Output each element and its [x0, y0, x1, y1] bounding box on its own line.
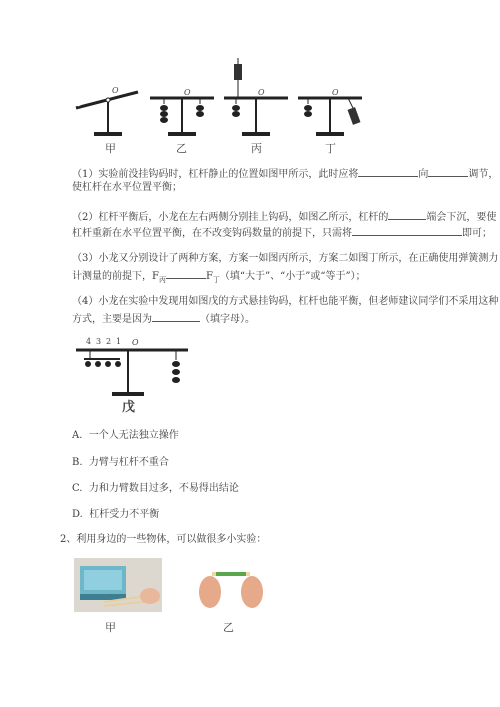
q1-line2: 使杠杆在水平位置平衡；	[72, 182, 182, 193]
option-d[interactable]: D. 杠杆受力不平衡	[72, 509, 160, 520]
pivot-label-ding: O	[332, 88, 339, 97]
fig-label-jia: 甲	[105, 142, 116, 155]
q4-line2: 方式，主要是因为 （填字母）。	[72, 310, 255, 328]
photo-yi	[198, 562, 264, 614]
wu-num-4: 4	[86, 337, 92, 346]
q4-line1: （4）小龙在实验中发现用如图戊的方式悬挂钩码，杠杆也能平衡，但老师建议同学们不采用这种	[72, 296, 499, 307]
photo-label-jia: 甲	[105, 621, 116, 634]
pivot-label-bing: O	[258, 88, 265, 97]
wu-pivot: O	[132, 338, 139, 347]
lever-yi	[150, 98, 214, 136]
lever-jia	[76, 92, 138, 136]
fig-label-yi: 乙	[176, 142, 187, 155]
sponge-experiment-image	[74, 558, 162, 612]
q2-blank-2[interactable]	[352, 224, 462, 236]
photo-jia	[74, 558, 162, 612]
q3-line2: 计测量的前提下，$F_丙$ $F_丁$（填“大于”、“小于”或“等于”）；	[72, 267, 366, 288]
question-2-text: 2、利用身边的一些物体，可以做很多小实验：	[60, 534, 267, 545]
option-a[interactable]: A. 一个人无法独立操作	[72, 430, 179, 441]
q1-line1: （1）实验前没挂钩码时，杠杆静止的位置如图甲所示，此时应将 向 调节，	[72, 165, 498, 183]
pivot-label-jia: O	[112, 86, 119, 95]
fig-label-wu: 戊	[122, 400, 136, 415]
option-c[interactable]: C. 力和力臂数目过多，不易得出结论	[72, 483, 239, 494]
q2-line2: 杠杆重新在水平位置平衡，在不改变钩码数量的前提下，只需将 即可；	[72, 224, 492, 242]
pivot-label-yi: O	[184, 88, 191, 97]
q3-line1: （3）小龙又分别设计了两种方案，方案一如图丙所示，方案二如图丁所示，在正确使用弹簧测力	[72, 253, 499, 264]
fig-label-bing: 丙	[251, 142, 262, 155]
lever-ding	[298, 98, 362, 136]
pencil-fingers-image	[198, 562, 264, 614]
fig-label-ding: 丁	[325, 142, 336, 155]
lever-bing	[224, 58, 288, 136]
q1-blank-2[interactable]	[428, 165, 468, 177]
q1-blank-1[interactable]	[358, 165, 418, 177]
q2-line1: （2）杠杆平衡后，小龙在左右两侧分别挂上钩码，如图乙所示，杠杆的 端会下沉，要使	[72, 208, 496, 226]
wu-num-2: 2	[106, 337, 112, 346]
q2-blank-1[interactable]	[388, 208, 426, 220]
wu-num-3: 3	[96, 337, 102, 346]
option-b[interactable]: B. 力臂与杠杆不重合	[72, 457, 169, 468]
q4-blank-1[interactable]	[152, 310, 200, 322]
q3-blank-1[interactable]	[166, 267, 206, 279]
photo-label-yi: 乙	[223, 621, 234, 634]
wu-num-1: 1	[116, 337, 122, 346]
